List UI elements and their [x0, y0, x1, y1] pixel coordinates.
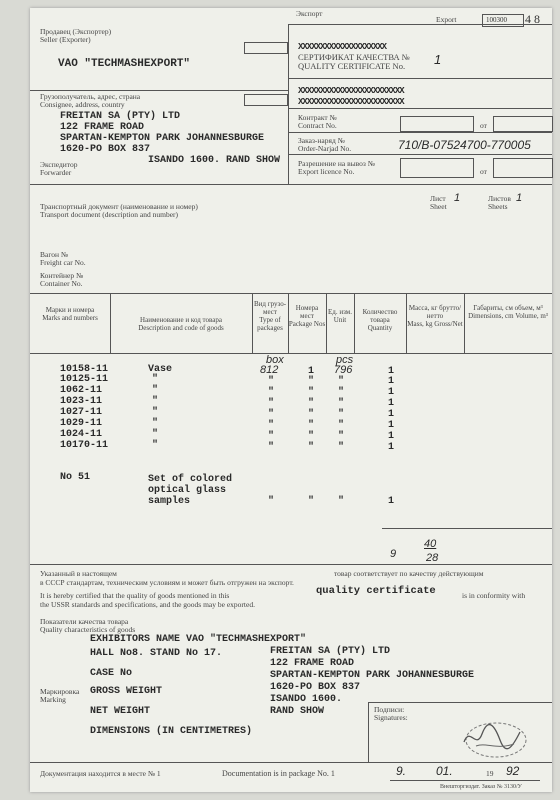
table-row-qty: 1	[388, 431, 395, 442]
consignee-code-box	[244, 94, 288, 106]
table-row-qty: 1	[388, 420, 395, 431]
quality-line-4: GROSS WEIGHT	[90, 686, 163, 697]
quality-line-5: NET WEIGHT	[90, 706, 151, 717]
ditto-pkg: "	[268, 442, 275, 453]
licence-from-label: от	[480, 167, 487, 176]
marking-label-en: Marking	[40, 695, 66, 704]
quality-address-5: ISANDO 1600.	[270, 694, 343, 705]
date-month: 01.	[436, 764, 453, 778]
quality-label-en: Quality characteristics of goods	[40, 625, 136, 634]
table-row-qty: 1	[388, 398, 395, 409]
signature-stamp-icon	[456, 716, 532, 760]
certificate-number: 1	[434, 52, 442, 67]
col-packages-header: Вид грузо-мест Type of packages	[253, 300, 287, 332]
table-row: 1062-11	[60, 385, 103, 396]
statement-ru-2: в СССР стандартам, техническим условиям и может быть отгружен на экспорт.	[40, 578, 294, 587]
date-day: 9.	[396, 764, 407, 778]
contract-number-box	[400, 116, 474, 132]
struck-line-2: XXXXXXXXXXXXXXXXXXXXXXXX	[298, 97, 404, 107]
col-unit-header: Ед. изм. Unit	[328, 308, 352, 324]
col-marks-header: Марки и номера Marks and numbers	[42, 306, 98, 322]
consignee-line-2: 122 FRAME ROAD	[60, 122, 145, 133]
table-row: 1024-11	[60, 429, 103, 440]
ditto-desc: "	[152, 440, 159, 451]
seller-code-box	[244, 42, 288, 54]
pkg-header: box	[266, 354, 284, 366]
signatures-label-en: Signatures:	[374, 713, 408, 722]
extra-unit: "	[338, 496, 345, 507]
quality-address-6: RAND SHOW	[270, 706, 325, 717]
ditto-desc: "	[152, 396, 159, 407]
sheets-value: 1	[516, 192, 523, 204]
statement-en-1a: It is hereby certified that the quality of goods mentioned in this	[40, 591, 230, 600]
statement-ru-1a: Указанный в настоящем	[40, 569, 117, 578]
ditto-unit: "	[338, 409, 345, 420]
ditto-unit: "	[338, 420, 345, 431]
extra-no: "	[308, 496, 315, 507]
documentation-ru: Документация находится в месте № 1	[40, 769, 161, 778]
ditto-pkg: "	[268, 387, 275, 398]
statement-en-2: the USSR standards and specifications, and the goods may be exported.	[40, 600, 255, 609]
transport-label-en: Transport document (description and number)	[40, 210, 179, 219]
forwarder-label-ru: Экспедитор	[40, 160, 78, 169]
date-year: 92	[506, 764, 520, 778]
export-label-ru: Экспорт	[296, 9, 323, 18]
consignee-line-1: FREITAN SA (PTY) LTD	[60, 111, 181, 122]
certificate-title-ru: СЕРТИФИКАТ КАЧЕСТВА №	[298, 52, 410, 62]
licence-label-en: Export licence No.	[298, 167, 355, 176]
contract-label-ru: Контракт №	[298, 113, 337, 122]
certificate-title-en: QUALITY CERTIFICATE No.	[298, 61, 406, 71]
sheets-label-ru: Листов	[488, 194, 511, 203]
container-label-ru: Контейнер №	[40, 271, 84, 280]
quality-address-4: 1620-PO BOX 837	[270, 682, 361, 693]
wagon-label-en: Freight car No.	[40, 258, 86, 267]
order-value: 710/B-07524700-770005	[398, 138, 531, 152]
table-row: 1023-11	[60, 396, 103, 407]
seller-label-ru: Продавец (Экспортер)	[40, 27, 112, 36]
quality-address-3: SPARTAN-KEMPTON PARK JOHANNESBURGE	[270, 670, 475, 681]
table-row-qty: 1	[388, 387, 395, 398]
table-row-qty: 1	[388, 366, 395, 377]
ditto-unit: "	[338, 431, 345, 442]
ditto-no: "	[308, 376, 315, 387]
page-marker: 4 8	[525, 12, 540, 26]
forwarder-label-en: Forwarder	[40, 168, 72, 177]
contract-from-label: от	[480, 121, 487, 130]
sheet-label-ru: Лист	[430, 194, 446, 203]
certificate-struck-top: XXXXXXXXXXXXXXXXXXXX	[298, 42, 387, 52]
extra-desc-1: Set of colored	[148, 474, 233, 485]
unit-code: 796	[334, 364, 353, 376]
col-package-nos-header: Номера мест Package Nos	[288, 304, 326, 328]
printer-note: Внешторгиздат. Заказ № 3130/У	[440, 784, 522, 790]
seller-value: VAO "TECHMASHEXPORT"	[58, 58, 191, 70]
col-dimensions-header: Габариты, см объем, м³ Dimensions, cm Volume, m³	[468, 304, 548, 320]
statement-en-1b: is in conformity with	[462, 591, 526, 600]
licence-date-box	[493, 158, 553, 178]
licence-number-box	[400, 158, 474, 178]
wagon-label-ru: Вагон №	[40, 250, 69, 259]
table-row: 10125-11	[60, 374, 109, 385]
ditto-no: "	[308, 420, 315, 431]
ditto-unit: "	[338, 442, 345, 453]
quality-line-1: EXHIBITORS NAME VAO "TECHMASHEXPORT"	[90, 634, 307, 645]
export-code: 100300	[486, 16, 507, 24]
table-row: 1027-11	[60, 407, 103, 418]
statement-ru-1b: товар соответствует по качеству действующим	[334, 569, 484, 578]
table-row-qty: 1	[388, 442, 395, 453]
consignee-line-3: SPARTAN-KEMPTON PARK JOHANNESBURGE	[60, 133, 265, 144]
licence-label-ru: Разрешение на вывоз №	[298, 159, 375, 168]
col-quantity-header: Количество товара Quantity	[362, 308, 398, 332]
col-mass-header: Масса, кг брутто/нетто Mass, kg Gross/Net	[407, 304, 463, 328]
transport-label-ru: Транспортный документ (наименование и номер)	[40, 202, 198, 211]
ditto-desc: "	[152, 385, 159, 396]
order-label-ru: Заказ-наряд №	[298, 136, 345, 145]
signatures-label-ru: Подписи:	[374, 705, 405, 714]
contract-date-box	[493, 116, 553, 132]
quality-line-2: HALL No8. STAND No 17.	[90, 648, 223, 659]
ditto-no: "	[308, 431, 315, 442]
extra-mark: No 51	[60, 472, 91, 483]
contract-label-en: Contract No.	[298, 121, 337, 130]
ditto-no: "	[308, 387, 315, 398]
ditto-pkg: "	[268, 420, 275, 431]
sheet-label-en: Sheet	[430, 202, 447, 211]
table-row-qty: 1	[388, 409, 395, 420]
table-row-desc: Vase	[148, 364, 173, 375]
total-mass-gross: 40	[424, 538, 437, 550]
quality-line-6: DIMENSIONS (IN CENTIMETRES)	[90, 726, 253, 737]
ditto-pkg: "	[268, 376, 275, 387]
documentation-en: Documentation is in package No. 1	[222, 769, 335, 778]
quality-line-3: CASE No	[90, 668, 133, 679]
quality-address-1: FREITAN SA (PTY) LTD	[270, 646, 391, 657]
package-no: 1	[308, 366, 315, 377]
ditto-unit: "	[338, 376, 345, 387]
total-mass-net: 28	[426, 552, 439, 564]
extra-desc-3: samples	[148, 496, 191, 507]
seller-label-en: Seller (Exporter)	[40, 35, 91, 44]
extra-desc-2: optical glass	[148, 485, 227, 496]
ditto-unit: "	[338, 398, 345, 409]
order-label-en: Order-Narjad No.	[298, 144, 352, 153]
ditto-desc: "	[152, 374, 159, 385]
sheets-label-en: Sheets	[488, 202, 508, 211]
extra-qty: 1	[388, 496, 395, 507]
ditto-pkg: "	[268, 398, 275, 409]
consignee-label-ru: Грузополучатель, адрес, страна	[40, 92, 141, 101]
table-row: 10158-11	[60, 364, 109, 375]
sheet-value: 1	[454, 192, 461, 204]
quality-label-ru: Показатели качества товара	[40, 617, 129, 626]
ditto-no: "	[308, 398, 315, 409]
date-century: 19	[486, 769, 494, 778]
container-label-en: Container No.	[40, 279, 83, 288]
statement-value: quality certificate	[316, 585, 436, 597]
ditto-pkg: "	[268, 431, 275, 442]
quality-certificate-document	[30, 8, 552, 792]
consignee-line-5: ISANDO 1600. RAND SHOW	[148, 155, 281, 166]
table-row: 1029-11	[60, 418, 103, 429]
consignee-line-4: 1620-PO BOX 837	[60, 144, 151, 155]
pkg-code: 812	[260, 364, 279, 376]
col-description-header: Наименование и код товара Description and code of goods	[138, 316, 224, 332]
quality-address-2: 122 FRAME ROAD	[270, 658, 355, 669]
table-row: 10170-11	[60, 440, 109, 451]
total-quantity: 9	[390, 548, 397, 560]
extra-pkg: "	[268, 496, 275, 507]
consignee-label-en: Consignee, address, country	[40, 100, 125, 109]
ditto-desc: "	[152, 418, 159, 429]
ditto-no: "	[308, 442, 315, 453]
ditto-no: "	[308, 409, 315, 420]
ditto-desc: "	[152, 429, 159, 440]
unit-header: pcs	[336, 354, 354, 366]
ditto-pkg: "	[268, 409, 275, 420]
marking-label-ru: Маркировка	[40, 687, 80, 696]
export-label-en: Export	[436, 15, 457, 24]
export-code-box	[482, 14, 524, 27]
table-row-qty: 1	[388, 376, 395, 387]
struck-line-1: XXXXXXXXXXXXXXXXXXXXXXXX	[298, 86, 404, 96]
ditto-unit: "	[338, 387, 345, 398]
ditto-desc: "	[152, 407, 159, 418]
